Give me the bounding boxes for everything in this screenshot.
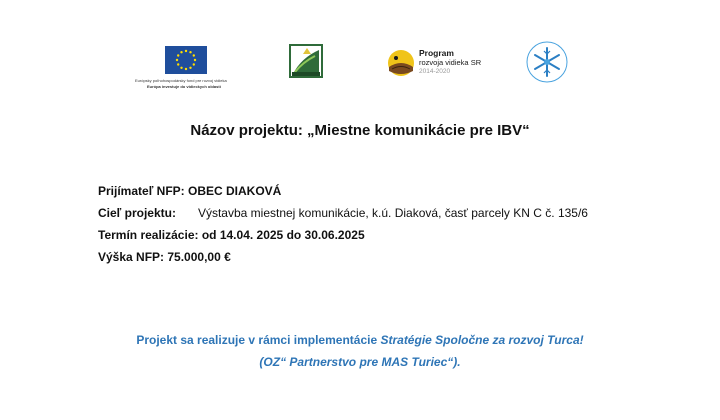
recipient-row — [98, 183, 588, 205]
eu-star-icon — [177, 63, 179, 65]
footer-strategy-name: Stratégie Spoločne za rozvoj Turca! — [380, 333, 584, 347]
eu-star-icon — [180, 51, 182, 53]
eu-star-icon — [185, 50, 187, 52]
program-title: Program — [419, 48, 454, 58]
eu-star-icon — [189, 67, 191, 69]
term-row — [98, 227, 588, 249]
term-label: Termín realizácie: — [98, 228, 199, 242]
mas-turiec-snowflake-icon — [525, 40, 569, 84]
eu-star-icon — [185, 68, 187, 70]
eu-star-icon — [176, 59, 178, 61]
amount-row — [98, 249, 588, 271]
amount-label: Výška NFP: — [98, 250, 165, 264]
eu-flag-icon — [165, 46, 207, 74]
project-details — [98, 183, 588, 271]
recipient-label: Prijímateľ NFP: — [98, 184, 185, 198]
program-years: 2014-2020 — [419, 68, 451, 75]
goal-value: Výstavba miestnej komunikácie, k.ú. Diaková, časť parcely KN C č. 135/6 — [197, 206, 588, 220]
leader-logo-icon — [289, 44, 323, 78]
goal-row — [98, 205, 588, 227]
footer-line-1 — [0, 333, 720, 347]
logo-strip — [0, 40, 720, 90]
project-title: Názov projektu: „Miestne komunikácie pre IBV“ — [190, 122, 530, 139]
eu-star-icon — [177, 54, 179, 56]
rural-program-emblem-icon — [387, 49, 415, 77]
eu-star-icon — [193, 63, 195, 65]
amount-value: 75.000,00 € — [167, 250, 231, 264]
eu-fund-caption: Európsky poľnohospodársky fond pre rozvoj vidieka — [135, 78, 227, 83]
eu-star-icon — [194, 59, 196, 61]
eu-star-icon — [189, 51, 191, 53]
footer-prefix: Projekt sa realizuje v rámci implementácie — [136, 333, 381, 347]
program-subtitle: rozvoja vidieka SR — [419, 58, 482, 67]
term-value: od 14.04. 2025 do 30.06.2025 — [201, 228, 365, 242]
footer-partnership: (OZ“ Partnerstvo pre MAS Turiec“). — [259, 355, 461, 369]
eu-star-icon — [180, 67, 182, 69]
eu-star-icon — [193, 54, 195, 56]
program-rozvoja-vidieka-logo — [387, 47, 527, 83]
footer-line-2 — [0, 355, 720, 369]
eu-fund-slogan: Európa investuje do vidieckych oblastí — [147, 84, 221, 89]
goal-label: Cieľ projektu: — [98, 206, 176, 220]
recipient-value: OBEC DIAKOVÁ — [188, 184, 282, 198]
